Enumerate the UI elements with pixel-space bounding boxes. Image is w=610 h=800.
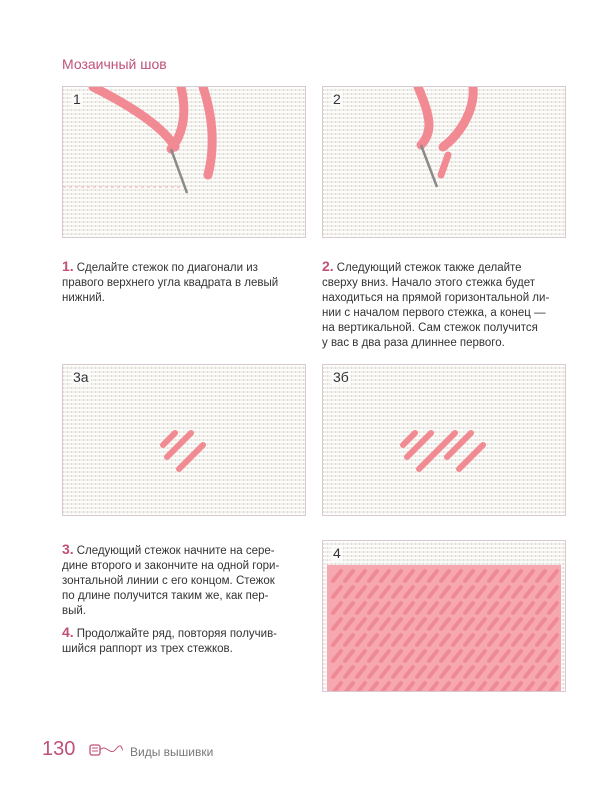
step-3-text: 3. Следующий стежок начните на сере- дине второго и закончите на одной гори- зонтальной линии с его концом. Стежок по длине получится таким же, как пер- вый. <box>62 541 280 617</box>
photo-number: 4 <box>333 545 341 561</box>
footer-section-title: Виды вышивки <box>130 745 214 759</box>
thread-illustration-1 <box>63 87 305 237</box>
step-4-text: 4. Продолжайте ряд, повторяя получив- шийся раппорт из трех стежков. <box>62 624 278 655</box>
photo-step-1 <box>62 86 306 238</box>
step-1-text: 1. Сделайте стежок по диагонали из правого верхнего угла квадрата в левый нижний. <box>62 258 279 304</box>
photo-step-3b <box>322 364 566 516</box>
step-number: 3. <box>62 541 74 557</box>
section-title: Мозаичный шов <box>62 56 167 72</box>
photo-number: 3б <box>333 369 349 385</box>
stitch-illustration-3a <box>63 365 305 515</box>
thread-spool-icon <box>88 743 124 757</box>
step-2-text: 2. Следующий стежок также делайте сверху вниз. Начало этого стежка будет находиться на прямой горизонтальной ли- нии с началом первого стежка, а конец — на вертикальной. Сам стежок получится у вас в два раза длиннее первого. <box>322 258 550 349</box>
page-number: 130 <box>42 738 76 760</box>
photo-number: 1 <box>73 91 81 107</box>
photo-step-3a <box>62 364 306 516</box>
photo-number: 2 <box>333 91 341 107</box>
stitch-fill-illustration-4 <box>323 541 565 691</box>
photo-step-4 <box>322 540 566 692</box>
stitch-illustration-3b <box>323 365 565 515</box>
step-number: 4. <box>62 624 74 640</box>
step-number: 2. <box>322 258 334 274</box>
photo-step-2 <box>322 86 566 238</box>
thread-illustration-2 <box>323 87 565 237</box>
step-number: 1. <box>62 258 74 274</box>
photo-number: 3а <box>73 369 89 385</box>
